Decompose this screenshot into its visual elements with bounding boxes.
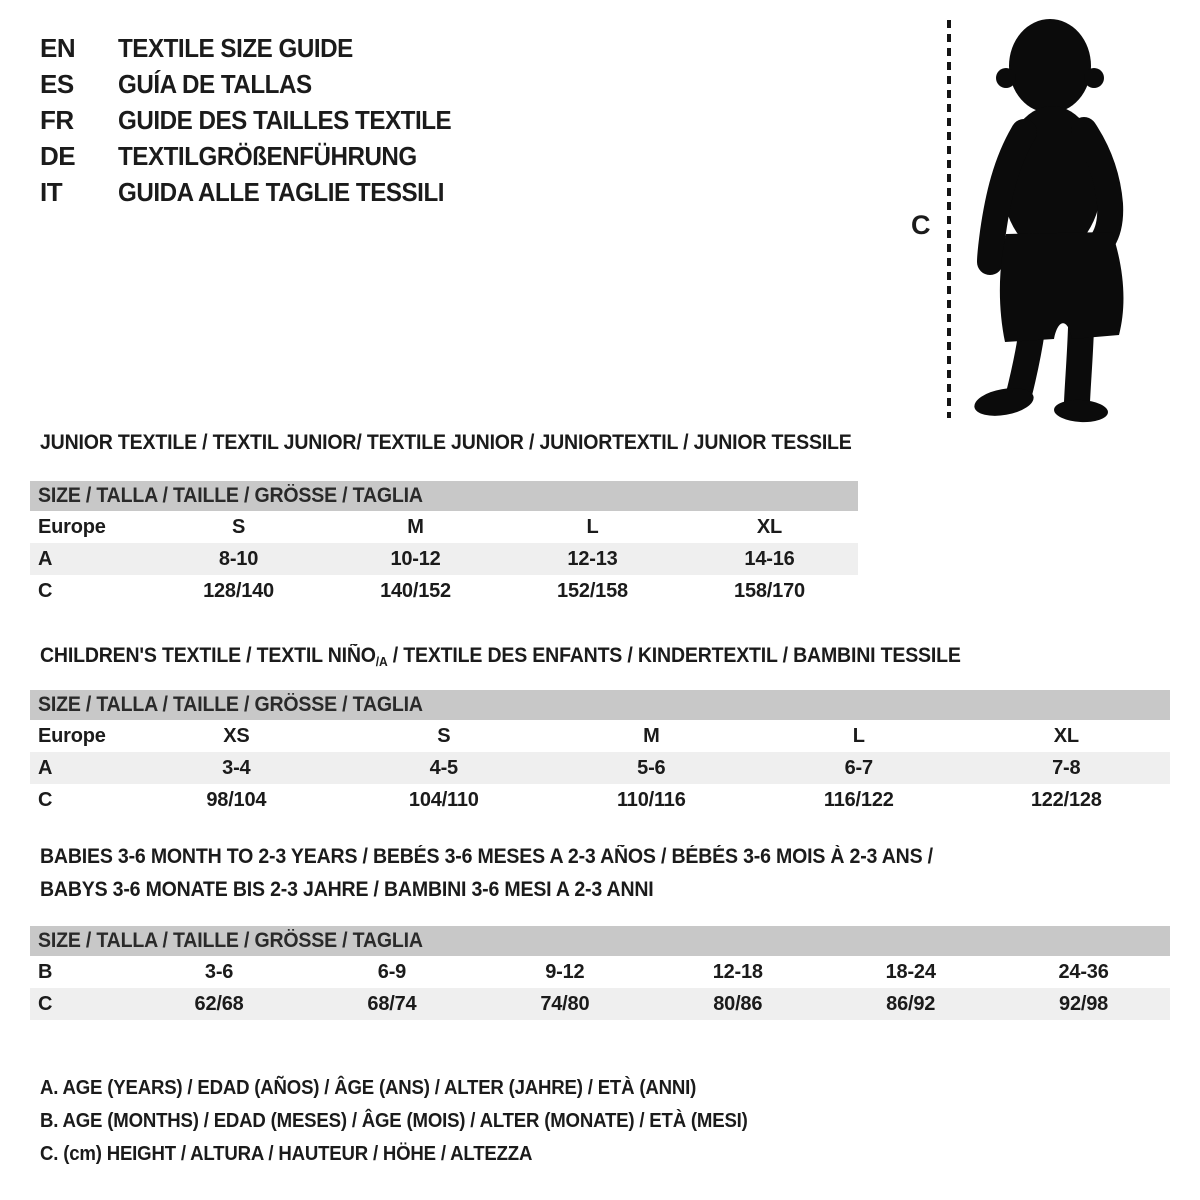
height-cell: 122/128 — [1030, 788, 1102, 811]
babies-title-line2: BABYS 3-6 MONATE BIS 2-3 JAHRE / BAMBINI 3-6 MESI A 2-3 ANNI — [40, 878, 654, 901]
measure-legend — [40, 1072, 801, 1171]
row-label: C — [38, 788, 53, 811]
language-row-it — [40, 174, 476, 210]
height-cell: 80/86 — [713, 992, 763, 1015]
row-label: B — [38, 960, 53, 983]
age-cell: 12-13 — [567, 547, 618, 570]
age-cell: 4-5 — [429, 756, 458, 779]
months-cell: 6-9 — [377, 960, 407, 983]
months-cell: 24-36 — [1058, 960, 1109, 983]
children-title-part1: CHILDREN'S TEXTILE / TEXTIL NIÑO — [40, 644, 376, 667]
children-section-title-text — [40, 644, 961, 669]
height-measure-label: C — [911, 210, 931, 240]
height-cell: 110/116 — [616, 788, 686, 811]
language-row-fr — [40, 102, 476, 138]
legend-line-a — [40, 1072, 801, 1105]
row-label: C — [38, 992, 53, 1015]
size-header-bar — [30, 926, 1170, 956]
size-header-text: SIZE / TALLA / TAILLE / GRÖSSE / TAGLIA — [38, 929, 423, 952]
region-label: Europe — [38, 515, 106, 538]
children-sizes-row — [30, 720, 1170, 752]
junior-height-row — [30, 575, 858, 607]
language-code: EN — [40, 32, 76, 63]
height-figure — [903, 12, 1153, 424]
height-cell: 68/74 — [367, 992, 417, 1015]
language-row-de — [40, 138, 476, 174]
age-cell: 10-12 — [390, 547, 441, 570]
size-cell: S — [231, 515, 246, 538]
children-height-row — [30, 784, 1170, 816]
babies-height-row — [30, 988, 1170, 1020]
height-cell: 116/122 — [823, 788, 894, 811]
age-cell: 6-7 — [844, 756, 873, 779]
height-cell: 158/170 — [734, 579, 805, 602]
height-cell: 140/152 — [380, 579, 451, 602]
size-cell: L — [852, 724, 865, 747]
language-row-en — [40, 30, 476, 66]
language-header — [40, 30, 476, 210]
months-cell: 18-24 — [885, 960, 936, 983]
language-code: FR — [40, 104, 74, 135]
language-row-es — [40, 66, 476, 102]
size-cell: XL — [1053, 724, 1079, 747]
children-age-row — [30, 752, 1170, 784]
guide-title: GUÍA DE TALLAS — [118, 68, 312, 99]
legend-line-b-text: B. AGE (MONTHS) / EDAD (MESES) / ÂGE (MOIS) / ALTER (MONATE) / ETÀ (MESI) — [40, 1110, 748, 1132]
row-label: C — [38, 579, 53, 602]
babies-section-title — [40, 840, 1000, 906]
height-cell: 104/110 — [408, 788, 479, 811]
guide-title: TEXTILGRÖßENFÜHRUNG — [118, 140, 417, 171]
height-cell: 128/140 — [203, 579, 274, 602]
guide-title: GUIDE DES TAILLES TEXTILE — [118, 104, 452, 135]
row-label: A — [38, 547, 53, 570]
legend-line-c-text: C. (cm) HEIGHT / ALTURA / HAUTEUR / HÖHE / ALTEZZA — [40, 1143, 533, 1165]
size-header-bar — [30, 481, 858, 511]
toddler-silhouette-icon — [960, 12, 1146, 424]
size-cell: XL — [756, 515, 783, 538]
region-label: Europe — [38, 724, 106, 747]
size-cell: XS — [223, 724, 250, 747]
junior-sizes-row — [30, 511, 858, 543]
size-header-bar — [30, 690, 1170, 720]
babies-size-table — [30, 926, 1170, 1020]
height-cell: 152/158 — [557, 579, 628, 602]
months-cell: 3-6 — [204, 960, 234, 983]
junior-section-title — [40, 431, 913, 455]
size-cell: L — [586, 515, 599, 538]
size-header-text: SIZE / TALLA / TAILLE / GRÖSSE / TAGLIA — [38, 484, 423, 507]
legend-line-b — [40, 1105, 801, 1138]
guide-title: GUIDA ALLE TAGLIE TESSILI — [118, 176, 445, 207]
junior-size-table — [30, 481, 858, 607]
language-code: ES — [40, 68, 74, 99]
babies-title-line1: BABIES 3-6 MONTH TO 2-3 YEARS / BEBÉS 3-6 MESES A 2-3 AÑOS / BÉBÉS 3-6 MOIS À 2-3 ANS / — [40, 845, 933, 868]
row-label: A — [38, 756, 53, 779]
age-cell: 7-8 — [1052, 756, 1081, 779]
language-code: IT — [40, 176, 63, 207]
height-cell: 86/92 — [886, 992, 936, 1015]
age-cell: 3-4 — [222, 756, 251, 779]
language-code: DE — [40, 140, 76, 171]
children-section-title — [40, 644, 1030, 669]
height-cell: 92/98 — [1059, 992, 1109, 1015]
size-header-text: SIZE / TALLA / TAILLE / GRÖSSE / TAGLIA — [38, 693, 423, 716]
junior-section-title-text: JUNIOR TEXTILE / TEXTIL JUNIOR/ TEXTILE JUNIOR / JUNIORTEXTIL / JUNIOR TESSILE — [40, 431, 852, 454]
age-cell: 14-16 — [744, 547, 795, 570]
size-cell: M — [643, 724, 660, 747]
children-title-part2: / TEXTILE DES ENFANTS / KINDERTEXTIL / BAMBINI TESSILE — [387, 644, 961, 667]
guide-title: TEXTILE SIZE GUIDE — [118, 32, 353, 63]
children-title-subscript: /A — [375, 654, 388, 669]
height-measure-line — [947, 20, 951, 418]
height-cell: 74/80 — [540, 992, 590, 1015]
size-cell: S — [437, 724, 451, 747]
junior-age-row — [30, 543, 858, 575]
children-size-table — [30, 690, 1170, 816]
height-cell: 62/68 — [194, 992, 244, 1015]
age-cell: 8-10 — [218, 547, 259, 570]
babies-months-row — [30, 956, 1170, 988]
legend-line-c — [40, 1138, 801, 1171]
height-cell: 98/104 — [206, 788, 267, 811]
months-cell: 9-12 — [545, 960, 585, 983]
size-cell: M — [407, 515, 424, 538]
age-cell: 5-6 — [637, 756, 666, 779]
legend-line-a-text: A. AGE (YEARS) / EDAD (AÑOS) / ÂGE (ANS) / ALTER (JAHRE) / ETÀ (ANNI) — [40, 1077, 697, 1099]
months-cell: 12-18 — [712, 960, 763, 983]
